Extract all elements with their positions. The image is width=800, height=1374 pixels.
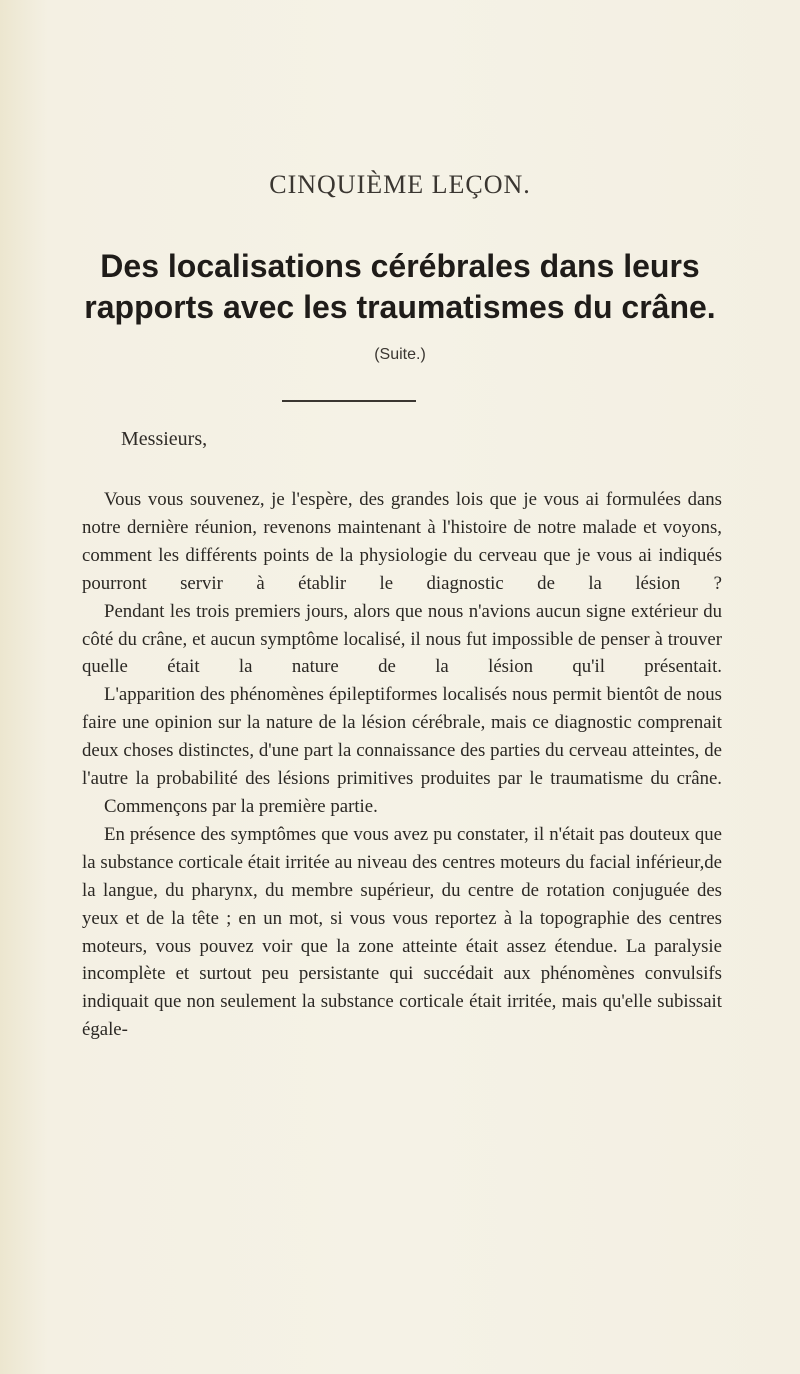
paragraph-2: Pendant les trois premiers jours, alors que nous n'avions aucun signe extérieur du côté du crâne, et aucun symptôme localisé, il nous fut impossible de penser à trouver quelle était la nature de la lésion qu'il présentait.: [82, 600, 722, 678]
paragraph-1: Vous vous souvenez, je l'espère, des grandes lois que je vous ai formulées dans notre dernière réunion, revenons maintenant à l'histoire de notre malade et voyons, comment les différents points de la physiologie du cerveau que je vous ai indiqués pourront servir à établir le diagnostic de la lésion ?: [82, 489, 722, 594]
paragraph-4: Commençons par la première partie.: [104, 795, 378, 817]
title-divider: [282, 400, 416, 402]
salutation: Messieurs,: [121, 428, 208, 450]
chapter-subtitle: (Suite.): [374, 346, 426, 363]
paragraph-5: En présence des symptômes que vous avez pu constater, il n'était pas douteux que la substance corticale était irritée au niveau des centres moteurs du facial inférieur,de la langue, du pharynx, du membre supérieur, du centre de rotation conjuguée des yeux et de la tête ; en un mot, si vous vous reportez à la topographie des centres moteurs, vous pouvez voir que la zone atteinte était assez étendue. La paralysie incomplète et surtout peu persistante qui succédait aux phénomènes convulsifs indiquait que non seulement la substance corticale était irritée, mais qu'elle subissait égale-: [82, 823, 722, 1041]
chapter-title-line-2: rapports avec les traumatismes du crâne.: [84, 289, 716, 325]
body-text: [82, 486, 722, 1044]
running-head: CINQUIÈME LEÇON.: [269, 170, 531, 199]
chapter-title: [30, 246, 770, 328]
chapter-title-line-1: Des localisations cérébrales dans leurs: [100, 248, 700, 284]
paragraph-3: L'apparition des phénomènes épileptiformes localisés nous permit bientôt de nous faire une opinion sur la nature de la lésion cérébrale, mais ce diagnostic comprenait deux choses distinctes, d'une part la connaissance des parties du cerveau atteintes, de l'autre la probabilité des lésions primitives produites par le traumatisme du crâne.: [82, 684, 722, 790]
